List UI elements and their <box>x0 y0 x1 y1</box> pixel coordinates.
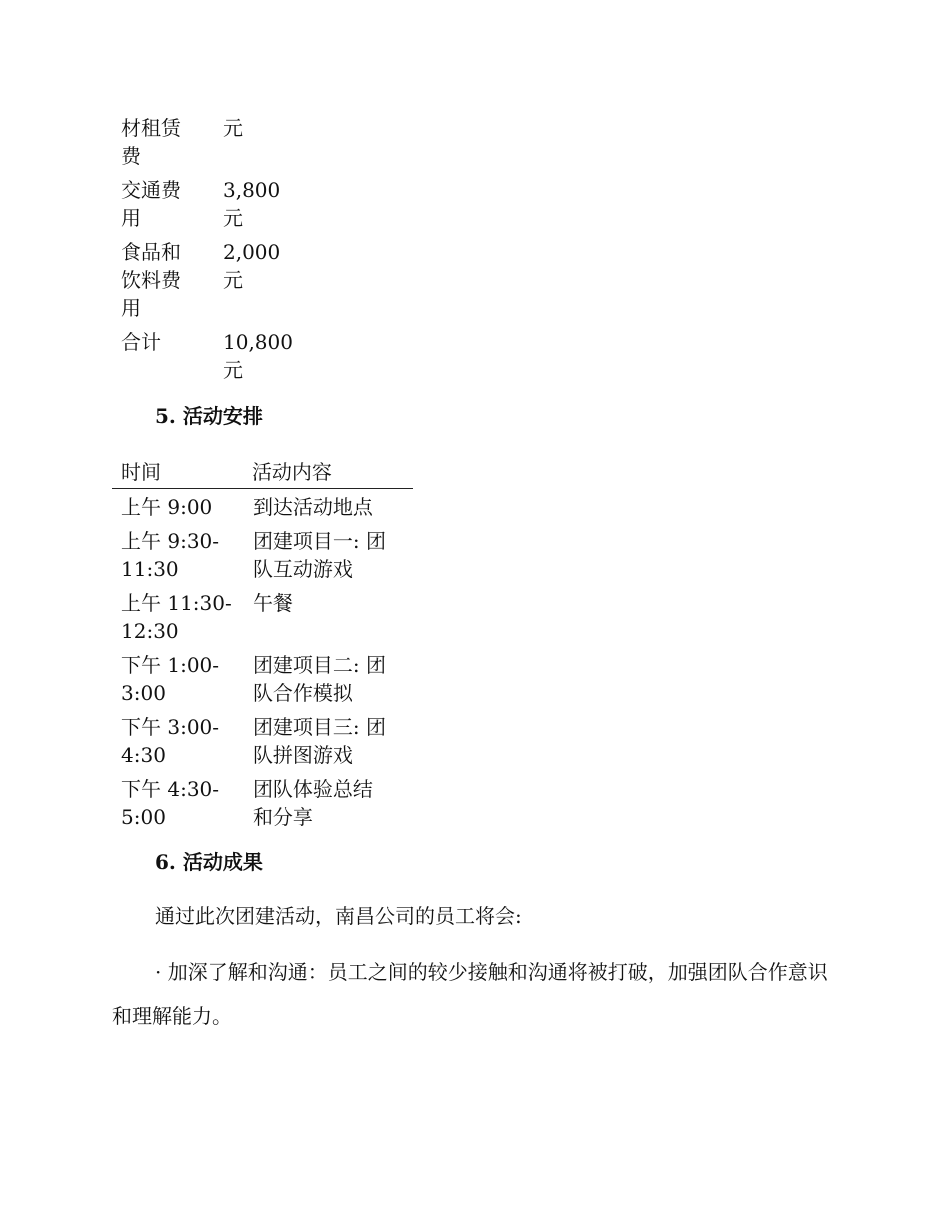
budget-item: 合计 <box>121 330 161 354</box>
schedule-time: 下午 4:30- 5:00 <box>121 777 220 829</box>
schedule-activity: 团队体验总结 和分享 <box>252 777 373 829</box>
schedule-time: 上午 9:30- 11:30 <box>121 529 220 581</box>
section-heading-outcomes: 6. 活动成果 <box>155 850 263 874</box>
table-row <box>112 238 293 328</box>
table-row <box>112 769 413 831</box>
budget-amount: 元 <box>223 116 243 140</box>
column-header-time: 时间 <box>112 458 252 489</box>
budget-amount: 2,000 元 <box>223 240 281 292</box>
schedule-time: 下午 3:00- 4:30 <box>121 715 220 767</box>
outcomes-intro: 通过此次团建活动，南昌公司的员工将会: <box>155 904 522 928</box>
table-row <box>112 707 413 769</box>
schedule-activity: 团建项目二: 团 队合作模拟 <box>252 653 387 705</box>
table-row <box>112 489 413 522</box>
table-row <box>112 521 413 583</box>
table-row <box>112 176 293 238</box>
budget-item: 交通费 用 <box>121 178 181 230</box>
schedule-time: 上午 9:00 <box>121 495 213 519</box>
budget-item: 食品和 饮料费 用 <box>121 240 181 320</box>
outcome-bullet: · 加深了解和沟通：员工之间的较少接触和沟通将被打破，加强团队合作意识和理解能力。 <box>112 960 828 1028</box>
budget-table <box>112 114 293 390</box>
budget-amount: 10,800 元 <box>223 330 293 382</box>
schedule-activity: 午餐 <box>252 591 293 615</box>
schedule-activity: 团建项目一: 团 队互动游戏 <box>252 529 387 581</box>
section-heading-schedule: 5. 活动安排 <box>155 404 263 428</box>
table-row <box>112 328 293 390</box>
schedule-time: 上午 11:30- 12:30 <box>121 591 232 643</box>
schedule-time: 下午 1:00- 3:00 <box>121 653 220 705</box>
budget-amount: 3,800 元 <box>223 178 281 230</box>
table-row <box>112 114 293 176</box>
column-header-activity: 活动内容 <box>252 458 413 489</box>
budget-item: 材租赁 费 <box>121 116 181 168</box>
schedule-table <box>112 458 413 831</box>
table-row <box>112 583 413 645</box>
schedule-activity: 到达活动地点 <box>252 495 373 519</box>
schedule-activity: 团建项目三: 团 队拼图游戏 <box>252 715 387 767</box>
table-header-row <box>112 458 413 489</box>
table-row <box>112 645 413 707</box>
